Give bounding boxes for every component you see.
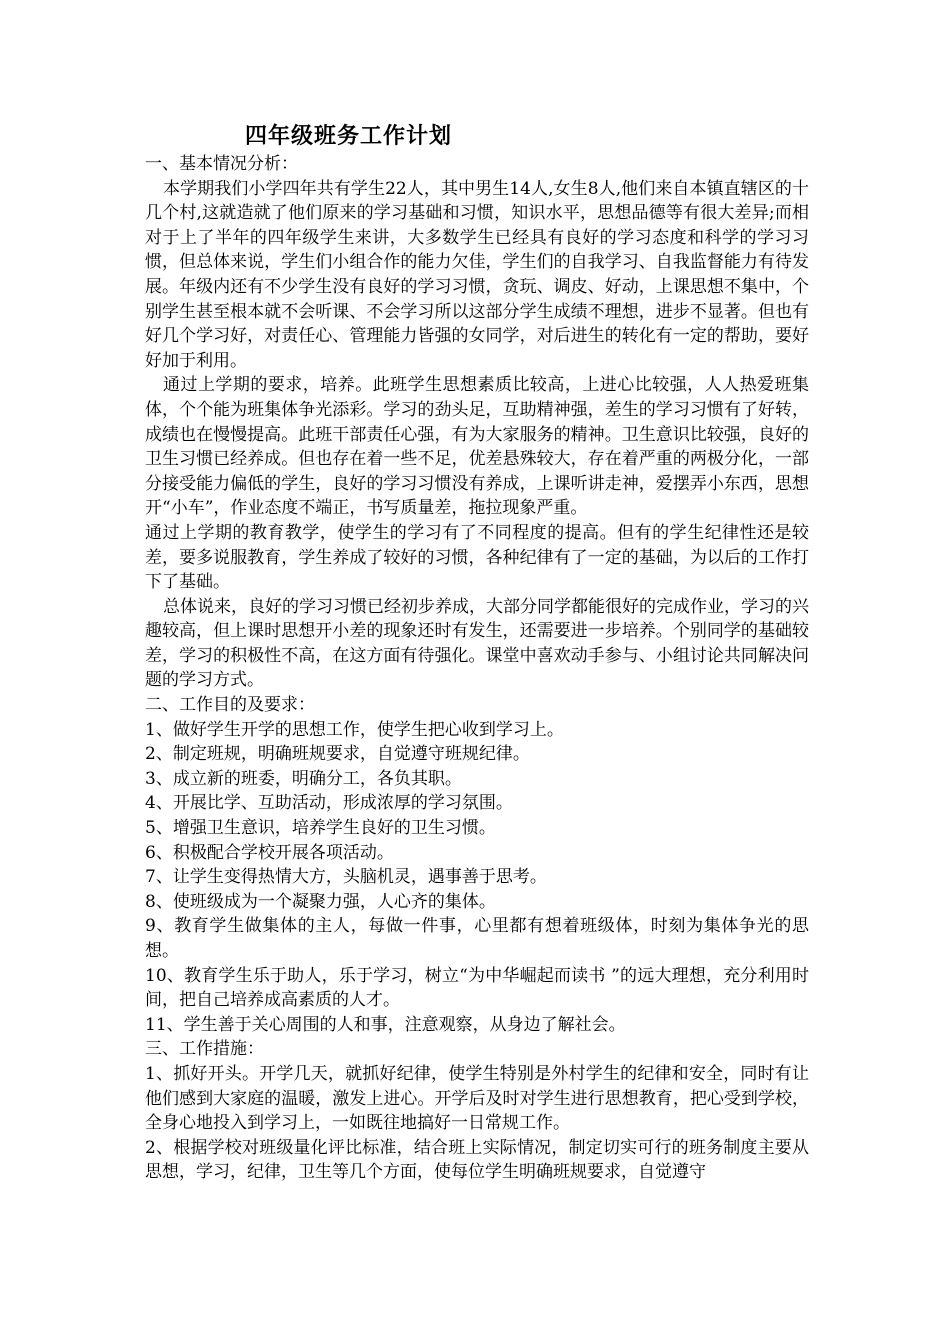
section-heading-basic: 一、基本情况分析： [145,154,298,174]
list-item: 3、成立新的班委，明确分工，各负其职。 [145,768,462,789]
list-item: 11、学生善于关心周围的人和事，注意观察，从身边了解社会。 [145,1014,626,1035]
document-page [145,122,809,1185]
list-item: 7、让学生变得热情大方，头脑机灵，遇事善于思考。 [145,867,547,888]
list-item: 1、做好学生开学的思想工作，使学生把心收到学习上。 [145,719,564,740]
list-item: 8、使班级成为一个凝聚力强，人心齐的集体。 [145,891,496,912]
list-item: 4、开展比学、互助活动，形成浓厚的学习氛围。 [145,793,513,814]
section-heading-goals: 二、工作目的及要求： [145,695,315,716]
section-heading-measures: 三、工作措施： [145,1039,264,1060]
list-item: 6、积极配合学校开展各项活动。 [145,842,394,863]
list-item: 1、抓好开头。开学几天，就抓好纪律，使学生特别是外村学生的纪律和安全，同时有让他们感到大家庭的温暖，激发上进心。开学后及时对学生进行思想教育，把心受到学校，全身心地投入到学习上，一如既往地搞好一日常规工作。 [145,1063,809,1134]
list-item: 9、教育学生做集体的主人，每做一件事，心里都有想着班级体，时刻为集体争光的思想。 [145,916,809,961]
list-item: 2、根据学校对班级量化评比标准，结合班上实际情况，制定切实可行的班务制度主要从思想，学习，纪律，卫生等几个方面，使每位学生明确班规要求，自觉遵守 [145,1137,809,1183]
document-title: 四年级班务工作计划 [245,123,453,149]
paragraph: 通过上学期的教育教学，使学生的学习有了不同程度的提高。但有的学生纪律性还是较差，要多说服教育，学生养成了较好的习惯，各种纪律有了一定的基础，为以后的工作打下了基础。 [145,522,809,593]
paragraph: 通过上学期的要求，培养。此班学生思想素质比较高，上进心比较强，人人热爱班集体，个个能为班集体争光添彩。学习的劲头足，互助精神强，差生的学习习惯有了好转，成绩也在慢慢提高。此班干部责任心强，有为大家服务的精神。卫生意识比较强，良好的卫生习惯已经养成。但也存在着一些不足，优差悬殊较大，存在着严重的两极分化，一部分接受能力偏低的学生，良好的学习习惯没有养成，上课听讲走神，爱摆弄小东西，思想开“小车”，作业态度不端正，书写质量差，拖拉现象严重。 [145,375,809,519]
list-item: 5、增强卫生意识，培养学生良好的卫生习惯。 [145,818,496,839]
list-item: 10、教育学生乐于助人，乐于学习，树立“为中华崛起而读书 ”的远大理想，充分利用时间，把自己培养成高素质的人才。 [145,965,809,1011]
paragraph: 本学期我们小学四年共有学生22人，其中男生14人,女生8人,他们来自本镇直辖区的十几个村,这就造就了他们原来的学习基础和习惯，知识水平，思想品德等有很大差异;而相对于上了半年的四年级学生来讲，大多数学生已经具有良好的学习态度和科学的学习习惯，但总体来说，学生们小组合作的能力欠佳，学生们的自我学习、自我监督能力有待发展。年级内还有不少学生没有良好的学习习惯，贪玩、调皮、好动，上课思想不集中，个别学生甚至根本就不会听课、不会学习所以这部分学生成绩不理想，进步不显著。但也有好几个学习好，对责任心、管理能力皆强的女同学，对后进生的转化有一定的帮助，要好好加于利用。 [145,178,809,371]
document-body [145,152,809,1185]
list-item: 2、制定班规，明确班规要求，自觉遵守班规纪律。 [145,744,530,765]
paragraph: 总体说来，良好的学习习惯已经初步养成，大部分同学都能很好的完成作业，学习的兴趣较高，但上课时思想开小差的现象还时有发生，还需要进一步培养。个别同学的基础较差，学习的积极性不高，在这方面有待强化。课堂中喜欢动手参与、小组讨论共同解决问题的学习方式。 [145,596,809,691]
